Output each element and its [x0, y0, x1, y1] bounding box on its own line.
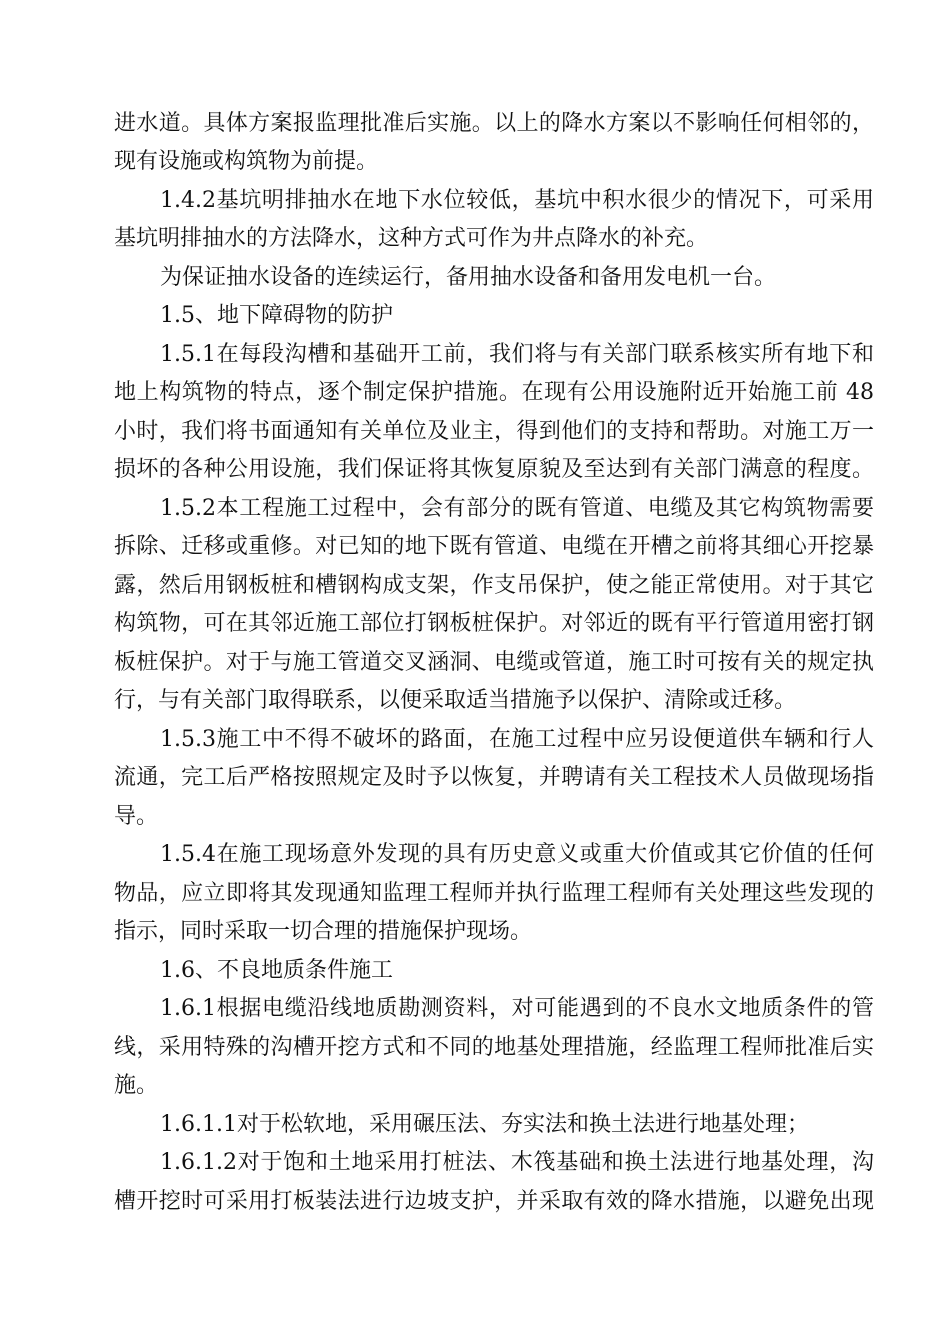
- text-line: 1.6.1.2对于饱和土地采用打桩法、木筏基础和换土法进行地基处理，沟: [160, 1150, 874, 1175]
- text-line: 地上构筑物的特点，逐个制定保护措施。在现有公用设施附近开始施工前 48: [114, 380, 874, 405]
- text-line: 1.5.3施工中不得不破坏的路面，在施工过程中应另设便道供车辆和行人: [160, 727, 874, 752]
- text-line: 损坏的各种公用设施，我们保证将其恢复原貌及至达到有关部门满意的程度。: [114, 457, 874, 482]
- text-line: 露，然后用钢板桩和槽钢构成支架，作支吊保护，使之能正常使用。对于其它: [114, 573, 874, 598]
- text-line: 拆除、迁移或重修。对已知的地下既有管道、电缆在开槽之前将其细心开挖暴: [114, 534, 874, 559]
- text-line: 指示，同时采取一切合理的措施保护现场。: [114, 919, 533, 944]
- text-line: 1.6.1.1对于松软地，采用碾压法、夯实法和换土法进行地基处理；: [160, 1112, 809, 1137]
- text-line: 线，采用特殊的沟槽开挖方式和不同的地基处理措施，经监理工程师批准后实: [114, 1035, 874, 1060]
- text-line: 1.4.2基坑明排抽水在地下水位较低，基坑中积水很少的情况下，可采用: [160, 188, 874, 213]
- text-line: 基坑明排抽水的方法降水，这种方式可作为井点降水的补充。: [114, 226, 709, 251]
- text-line: 小时，我们将书面通知有关单位及业主，得到他们的支持和帮助。对施工万一: [114, 419, 874, 444]
- text-line: 1.5.1在每段沟槽和基础开工前，我们将与有关部门联系核实所有地下和: [160, 342, 874, 367]
- text-line: 构筑物，可在其邻近施工部位打钢板桩保护。对邻近的既有平行管道用密打钢: [114, 611, 874, 636]
- text-line: 施。: [114, 1073, 159, 1098]
- section-heading: 1.6、不良地质条件施工: [160, 958, 393, 983]
- text-line: 导。: [114, 804, 159, 829]
- text-line: 1.6.1根据电缆沿线地质勘测资料，对可能遇到的不良水文地质条件的管: [160, 996, 874, 1021]
- text-line: 物品，应立即将其发现通知监理工程师并执行监理工程师有关处理这些发现的: [114, 881, 874, 906]
- text-line: 现有设施或构筑物为前提。: [114, 149, 379, 174]
- section-heading: 1.5、地下障碍物的防护: [160, 303, 393, 328]
- text-line: 板桩保护。对于与施工管道交叉涵洞、电缆或管道，施工时可按有关的规定执: [114, 650, 874, 675]
- text-line: 进水道。具体方案报监理批准后实施。以上的降水方案以不影响任何相邻的，: [114, 111, 874, 136]
- text-line: 行，与有关部门取得联系，以便采取适当措施予以保护、清除或迁移。: [114, 688, 797, 713]
- text-line: 1.5.4在施工现场意外发现的具有历史意义或重大价值或其它价值的任何: [160, 842, 874, 867]
- text-line: 1.5.2本工程施工过程中，会有部分的既有管道、电缆及其它构筑物需要: [160, 496, 874, 521]
- text-line: 槽开挖时可采用打板装法进行边坡支护，并采取有效的降水措施，以避免出现: [114, 1189, 874, 1214]
- text-line: 为保证抽水设备的连续运行，备用抽水设备和备用发电机一台。: [160, 265, 777, 290]
- text-line: 流通，完工后严格按照规定及时予以恢复，并聘请有关工程技术人员做现场指: [114, 765, 874, 790]
